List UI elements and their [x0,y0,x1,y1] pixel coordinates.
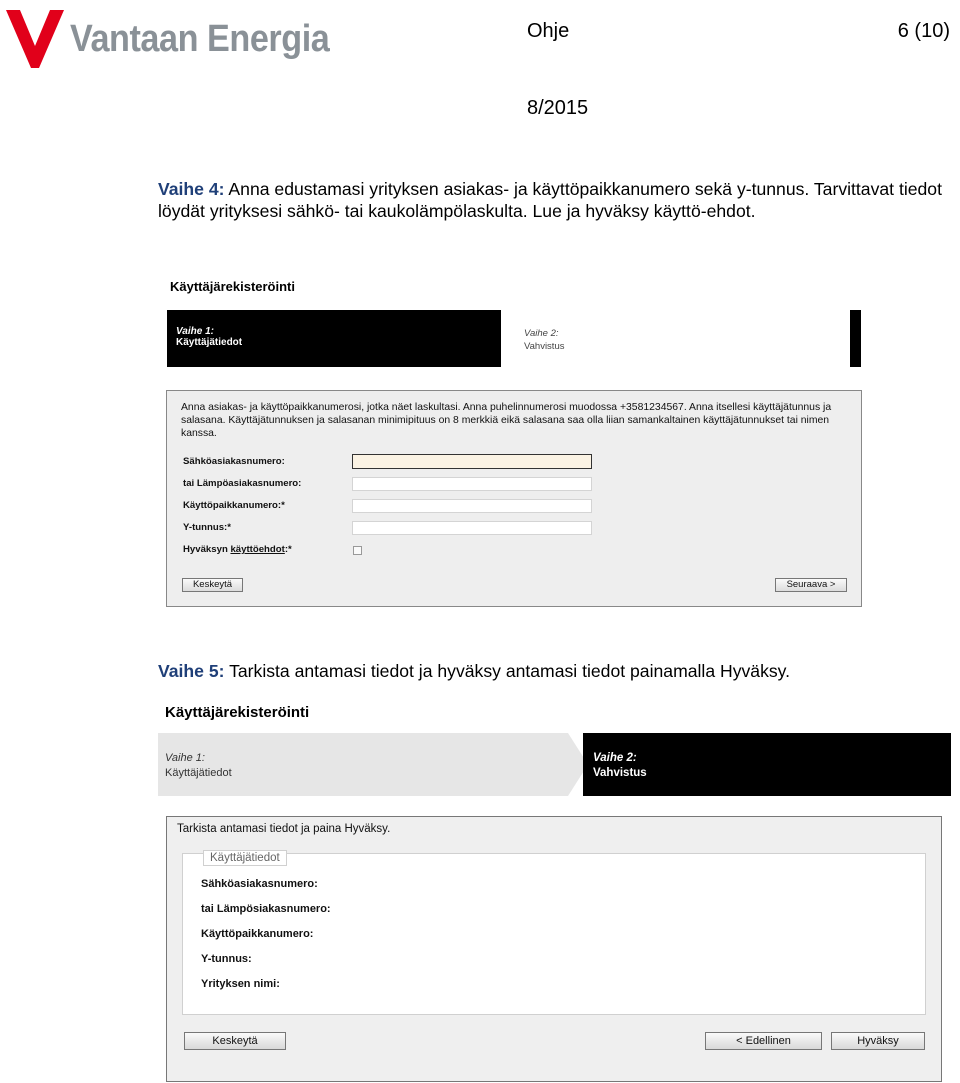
wizard-step-1-active [167,310,501,367]
user-details-legend: Käyttäjätiedot [203,850,287,866]
wizard-step-number: Vaihe 1: [176,326,214,337]
form-description: Anna asiakas- ja käyttöpaikkanumerosi, jotka näet laskultasi. Anna puhelinnumerosi muodossa +3581234567. Anna itsellesi käyttäjätunnus ja salasana. Käyttäjätunnuksen ja salasanan minimipituus on 8 merkkiä eikä salasana saa olla liian samankaltainen käyttäjätunnukset tai nimen kanssa. [181,402,832,439]
accept-terms-label [183,544,292,555]
electricity-customer-number-label: Sähköasiakasnumero: [183,456,285,467]
step5-text: Tarkista antamasi tiedot ja hyväksy antamasi tiedot painamalla Hyväksy. [224,661,791,681]
electricity-customer-number-input[interactable] [352,454,592,469]
electricity-customer-number-label: Sähköasiakasnumero: [201,878,318,890]
business-id-label: Y-tunnus:* [183,522,231,533]
wizard-bar-edge [850,310,861,367]
business-id-label: Y-tunnus: [201,953,252,965]
document-date: 8/2015 [527,97,589,119]
wizard-step-number: Vaihe 1: [165,752,205,764]
accept-button[interactable]: Hyväksy [831,1032,925,1050]
wizard-step-title: Käyttäjätiedot [165,767,232,779]
wizard-step-title: Vahvistus [593,767,647,779]
page-number: 6 (10) [897,20,950,42]
step4-text: Anna edustamasi yrityksen asiakas- ja käyttöpaikkanumero sekä y-tunnus. Tarvittavat tiedot löydät yrityksesi sähkö- tai kaukolämpölaskulta. Lue ja hyväksy käyttö-ehdot. [158,179,942,221]
confirmation-form [166,816,942,1082]
company-name-label: Yrityksen nimi: [201,978,280,990]
accept-terms-suffix: :* [284,544,292,555]
heat-customer-number-input[interactable] [352,477,592,491]
terms-of-use-link[interactable]: käyttöehdot [230,544,285,555]
brand-name: Vantaan Energia [70,18,330,60]
wizard-step-number: Vaihe 2: [524,328,559,339]
wizard-step-number: Vaihe 2: [593,752,637,764]
accept-terms-checkbox[interactable] [353,546,362,555]
next-button[interactable]: Seuraava > [775,578,847,592]
heat-customer-number-label: tai Lämpösiakasnumero: [201,903,331,915]
vantaan-energia-logo-icon [6,6,64,68]
heat-customer-number-label: tai Lämpöasiakasnumero: [183,478,302,489]
wizard-step-2-active [583,733,951,796]
cancel-button[interactable]: Keskeytä [184,1032,286,1050]
step5-label: Vaihe 5: [158,661,225,681]
accept-terms-prefix: Hyväksyn [183,544,231,555]
registration-form [166,390,862,607]
cancel-button[interactable]: Keskeytä [182,578,243,592]
previous-button[interactable]: < Edellinen [705,1032,822,1050]
step5-instruction [158,660,958,682]
usage-site-number-label: Käyttöpaikkanumero: [201,928,314,940]
usage-site-number-label: Käyttöpaikkanumero:* [183,500,285,511]
business-id-input[interactable] [352,521,592,535]
wizard-step-title: Vahvistus [524,341,565,352]
wizard-step-title: Käyttäjätiedot [176,337,243,348]
document-type: Ohje [527,20,570,42]
wizard-step-2-inactive [524,327,564,353]
step4-instruction [158,178,958,222]
wizard-step-1-inactive [165,751,232,781]
registration-title: Käyttäjärekisteröinti [170,279,295,294]
registration-title: Käyttäjärekisteröinti [165,704,310,721]
step4-label: Vaihe 4: [158,179,225,199]
usage-site-number-input[interactable] [352,499,592,513]
form-description: Tarkista antamasi tiedot ja paina Hyväksy. [177,823,391,835]
